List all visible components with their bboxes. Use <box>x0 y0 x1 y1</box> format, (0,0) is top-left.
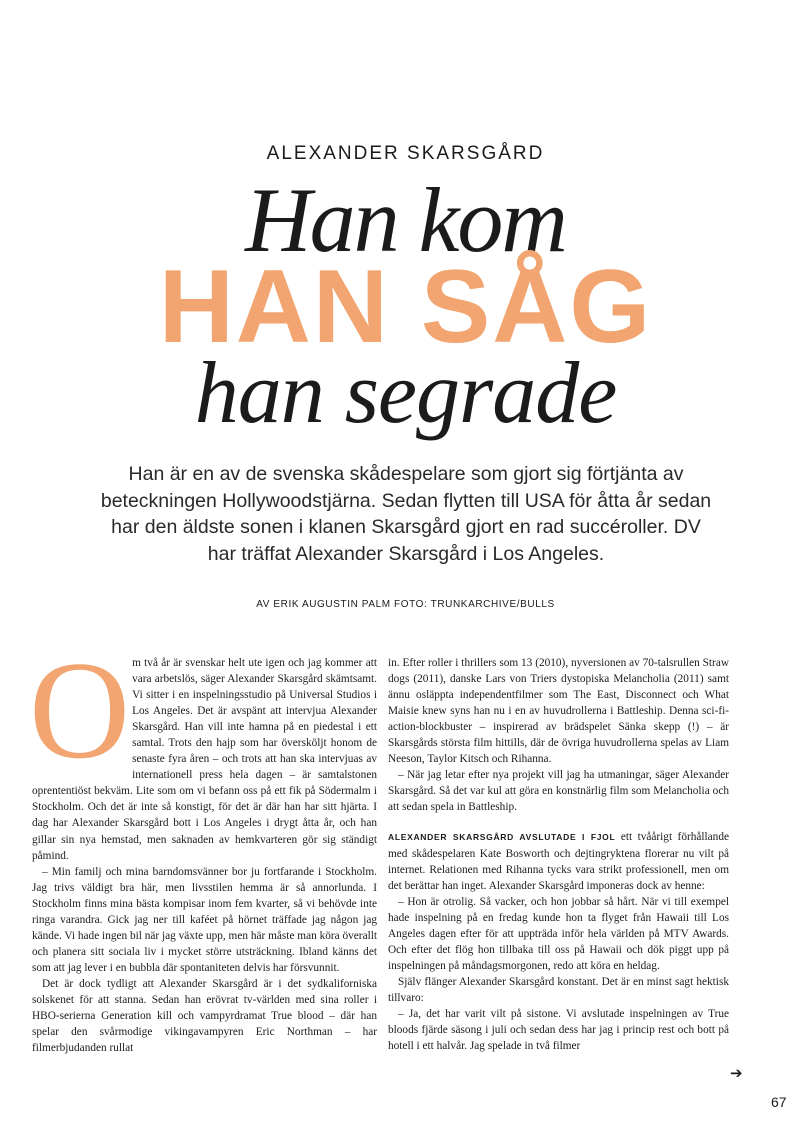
body-paragraph: Det är dock tydligt att Alexander Skarsgård är i det sydkaliforniska solskenet för att stanna. Sedan han erövrat tv-världen med sina roller i HBO-serierna Generation kill och vampyrdramat True blood – där han spelar den svårmodige vikingavampyren Eric Northman – har filmerbjudanden rullat <box>32 977 377 1055</box>
lede-paragraph: Han är en av de svenska skådespelare som gjort sig förtjänta av beteckningen Hollywoodstjärna. Sedan flytten till USA för åtta år sedan har den äldste sonen i klanen Skarsgård gjort en rad succéroller. DV har träffat Alexander Skarsgård i Los Angeles. <box>100 463 712 565</box>
headline-line-1: Han kom <box>245 169 566 271</box>
headline-line-3: han segrade <box>194 345 617 442</box>
body-paragraph: – Ja, det har varit vilt på sistone. Vi avslutade inspelningen av True bloods fjärde säsong i juli och sedan dess har jag i princip rest och bott på hotell i ett halvår. Jag spelade in två filmer <box>388 1007 729 1053</box>
body-paragraph: – Min familj och mina barndomsvänner bor ju fortfarande i Stockholm. Jag trivs väldigt bra här, men livsstilen hemma är så annorlunda. I Stockholm finns mina bästa kompisar inom fem kvarter, så vi behövde inte ringa varandra. Gick jag ner till kaféet på hörnet träffade jag någon jag kände. Vi hade ingen bil när jag växte upp, men här måste man köra överallt och planera sitt sociala liv i mycket större utsträckning. Ibland känns det som att jag lever i en bubbla där spontaniteten delvis har försvunnit. <box>32 865 377 974</box>
body-paragraph: – När jag letar efter nya projekt vill jag ha utmaningar, säger Alexander Skarsgård. Så det var kul att göra en konstnärlig film som Melancholia och att sedan spela in Battleship. <box>388 769 729 814</box>
body-paragraph <box>29 633 377 864</box>
body-paragraph: in. Efter roller i thrillers som 13 (2010), nyversionen av 70-talsrullen Straw dogs (2011), danske Lars von Triers dystopiska Melancholia (2011) samt ännu osläppta independentfilmer som The East, Disconnect och What Maisie knew syns han nu i en av huvudrollerna i Battleship. Denna sci-fi-action-blockbuster – inspirerad av brädspelet Sänka skepp (!) – är Skarsgårds största film hittills, där de övriga huvudrollerna spelas av Liam Neeson, Taylor Kitsch och Rihanna. <box>388 657 729 766</box>
body-paragraph: – Hon är otrolig. Så vacker, och hon jobbar så hårt. När vi till exempel hade inspelning på en fredag kunde hon ta flyget från Hawaii till Los Angeles dagen efter för att uppträda inför hela världen på MTV Awards. Och efter det flög hon tillbaka till oss på Hawaii och dök piggt upp på inspelningen på måndagsmorgonen, redo att köra en heldag. <box>388 895 729 972</box>
body-column-left <box>29 633 377 1056</box>
body-column-right <box>388 655 729 1054</box>
paragraph-text: m två år är svenskar helt ute igen och jag kommer att vara arbetslös, säger Alexander Skarsgård skämtsamt. Vi sitter i en inspelningsstudio på Universal Studios i Los Angeles. Det är avspänt att intervjua Alexander Skarsgård. Han vill inte hamna på en piedestal i ett samtal. Trots den hajp som har översköljt honom de senaste fyra åren – och trots att han ska intervjuas av internationell press hela dagen – är samtalstonen oprententiöst bekväm. Lite som om vi befann oss på ett fik på Södermalm i Stockholm. Och det är inte så konstigt, för det är där han har sitt hjärta. I dag har Alexander Skarsgård bott i Los Angeles i drygt åtta år, och han gillar sin nya hemstad, men saknaden av hemkvarteren gör sig ständigt påmind. <box>32 657 377 862</box>
kicker: ALEXANDER SKARSGÅRD <box>266 143 545 164</box>
section-lead-in: ALEXANDER SKARSGÅRD AVSLUTADE I FJOL <box>388 832 616 843</box>
paragraph-text: ett tvåårigt förhållande med skådespelaren Kate Bosworth och dejtingryktena florerar nu vilt på internet. Relationen med Rihanna tycks vara strikt professionell, men om det berättar han inget. Alexander Skarsgård imponeras dock av henne: <box>388 831 729 892</box>
headline-line-2: HAN SÅG <box>158 249 653 365</box>
continue-arrow-icon: ➔ <box>730 1064 743 1082</box>
section-break <box>388 815 729 829</box>
byline: AV ERIK AUGUSTIN PALM FOTO: TRUNKARCHIVE/BULLS <box>256 599 555 610</box>
drop-cap: O <box>29 633 131 788</box>
page-number: 67 <box>771 1094 787 1110</box>
body-paragraph <box>388 829 729 893</box>
body-paragraph: Själv flänger Alexander Skarsgård konstant. Det är en minst sagt hektisk tillvaro: <box>388 975 729 1004</box>
